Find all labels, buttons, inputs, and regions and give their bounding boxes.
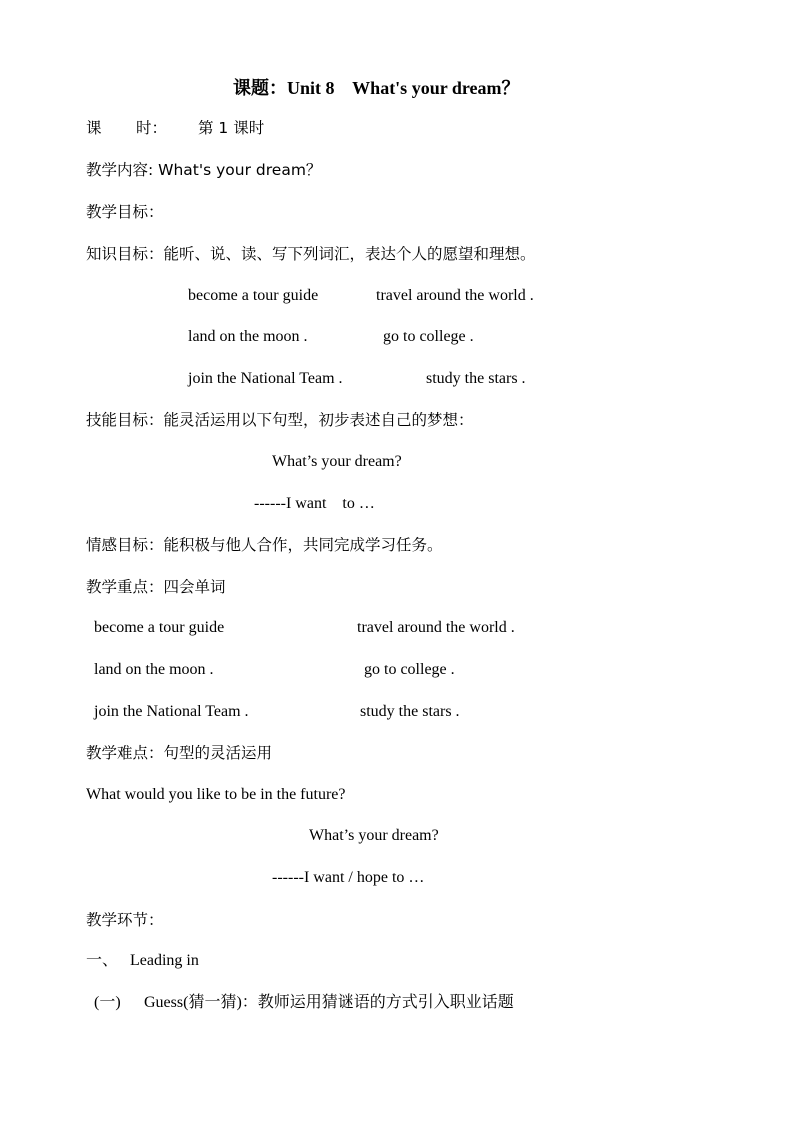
pattern-2-answer: ------I want / hope to … xyxy=(272,869,425,886)
vocab-1-row-2-left: land on the moon . xyxy=(188,328,308,345)
lesson-value: 第 1 课时 xyxy=(198,119,265,137)
vocab-1-row-2-right: go to college . xyxy=(383,328,474,345)
pattern-2-question: What’s your dream? xyxy=(309,827,439,844)
pattern-1-answer: ------I want to … xyxy=(254,495,375,512)
vocab-2-row-3-right: study the stars . xyxy=(360,703,460,720)
page-title: 课题：Unit 8 What's your dream？ xyxy=(233,78,520,98)
vocab-1-row-3-right: study the stars . xyxy=(426,370,526,387)
key-points: 教学重点：四会单词 xyxy=(86,578,226,596)
vocab-2-row-2-right: go to college . xyxy=(364,661,455,678)
vocab-1-row-1-right: travel around the world . xyxy=(376,287,534,304)
vocab-1-row-3-left: join the National Team . xyxy=(188,370,343,387)
vocab-2-row-1-right: travel around the world . xyxy=(357,619,515,636)
pattern-1-question: What’s your dream? xyxy=(272,453,402,470)
vocab-2-row-3-left: join the National Team . xyxy=(94,703,249,720)
objectives-heading: 教学目标： xyxy=(86,203,164,221)
vocab-2-row-1-left: become a tour guide xyxy=(94,619,225,636)
vocab-2-row-2-left: land on the moon . xyxy=(94,661,214,678)
vocab-1-row-1-left: become a tour guide xyxy=(188,287,319,304)
step-1-1-number: (一) xyxy=(94,994,121,1011)
knowledge-objective: 知识目标：能听、说、读、写下列词汇，表达个人的愿望和理想。 xyxy=(86,245,536,263)
step-1: 一、 Leading in xyxy=(86,952,199,969)
procedure-heading: 教学环节： xyxy=(86,911,164,929)
lesson-label: 课 时： xyxy=(86,119,167,137)
teaching-content: 教学内容: What's your dream？ xyxy=(86,161,322,179)
step-1-1-text: Guess(猜一猜)：教师运用猜谜语的方式引入职业话题 xyxy=(144,994,514,1011)
skill-objective: 技能目标：能灵活运用以下句型，初步表述自己的梦想： xyxy=(86,411,474,429)
future-question: What would you like to be in the future? xyxy=(86,786,346,803)
emotion-objective: 情感目标：能积极与他人合作，共同完成学习任务。 xyxy=(86,536,443,554)
difficulties: 教学难点：句型的灵活运用 xyxy=(86,744,273,762)
